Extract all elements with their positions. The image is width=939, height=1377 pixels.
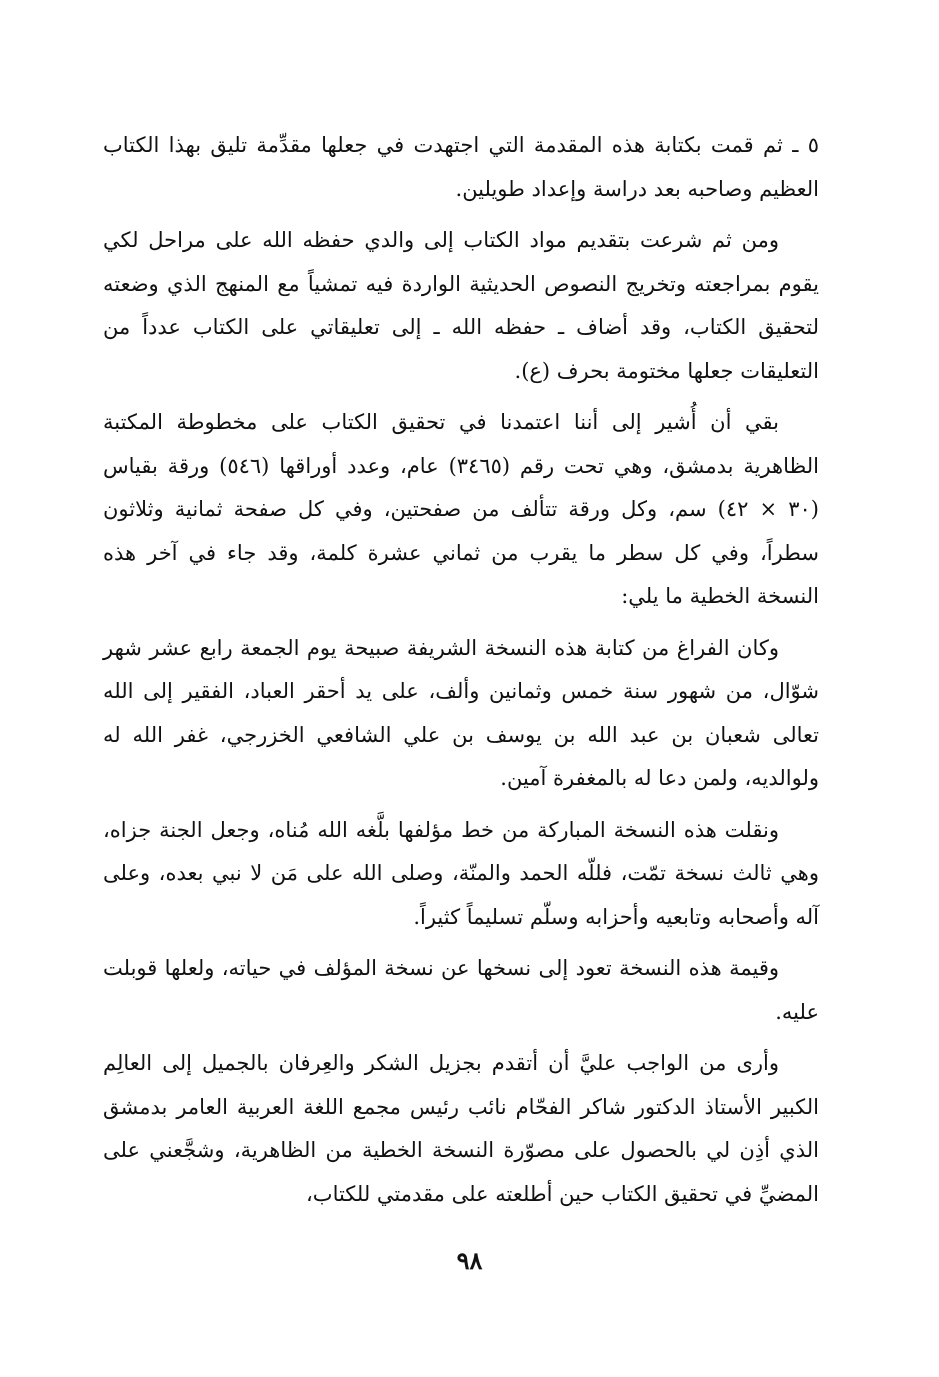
body-text	[103, 124, 819, 1224]
paragraph-manuscript: بقي أن أُشير إلى أننا اعتمدنا في تحقيق الكتاب على مخطوطة المكتبة الظاهرية بدمشق، وهي تحت رقم (٣٤٦٥) عام، وعدد أوراقها (٥٤٦) ورقة بقياس (٣٠ × ٤٢) سم، وكل ورقة تتألف من صفحتين، وفي كل صفحة ثمانية وثلاثون سطراً، وفي كل سطر ما يقرب من ثماني عشرة كلمة، وقد جاء في آخر هذه النسخة الخطية ما يلي:	[103, 410, 819, 608]
page-number: ٩٨	[456, 1246, 483, 1275]
paragraph-copy-note: ونقلت هذه النسخة المباركة من خط مؤلفها بلَّغه الله مُناه، وجعل الجنة جزاه، وهي ثالث نسخة تمّت، فللّه الحمد والمنّة، وصلى الله على مَن لا نبي بعده، وعلى آله وأصحابه وتابعيه وأحزابه وسلّم تسليماً كثيراً.	[103, 817, 819, 929]
paragraph-item-5: ٥ ـ ثم قمت بكتابة هذه المقدمة التي اجتهدت في جعلها مقدِّمة تليق بهذا الكتاب العظيم وصاحبه بعد دراسة وإعداد طويلين.	[103, 133, 819, 201]
paragraph-value: وقيمة هذه النسخة تعود إلى نسخها عن نسخة المؤلف في حياته، ولعلها قوبلت عليه.	[103, 956, 819, 1024]
paragraph-colophon: وكان الفراغ من كتابة هذه النسخة الشريفة صبيحة يوم الجمعة رابع عشر شهر شوّال، من شهور سنة خمس وثمانين وألف، على يد أحقر العباد، الفقير إلى الله تعالى شعبان بن عبد الله بن يوسف بن علي الشافعي الخزرجي، غفر الله له ولوالديه، ولمن دعا له بالمغفرة آمين.	[103, 635, 819, 790]
paragraph-review: ومن ثم شرعت بتقديم مواد الكتاب إلى والدي حفظه الله على مراحل لكي يقوم بمراجعته وتخريج النصوص الحديثية الواردة فيه تمشياً مع المنهج الذي وضعته لتحقيق الكتاب، وقد أضاف ـ حفظه الله ـ إلى تعليقاتي على الكتاب عدداً من التعليقات جعلها مختومة بحرف (ع).	[103, 228, 819, 383]
paragraph-thanks: وأرى من الواجب عليَّ أن أتقدم بجزيل الشكر والعِرفان بالجميل إلى العالِم الكبير الأستاذ الدكتور شاكر الفحّام نائب رئيس مجمع اللغة العربية العامر بدمشق الذي أذِن لي بالحصول على مصوّرة النسخة الخطية من الظاهرية، وشجَّعني على المضيِّ في تحقيق الكتاب حين أطلعته على مقدمتي للكتاب،	[103, 1051, 819, 1206]
